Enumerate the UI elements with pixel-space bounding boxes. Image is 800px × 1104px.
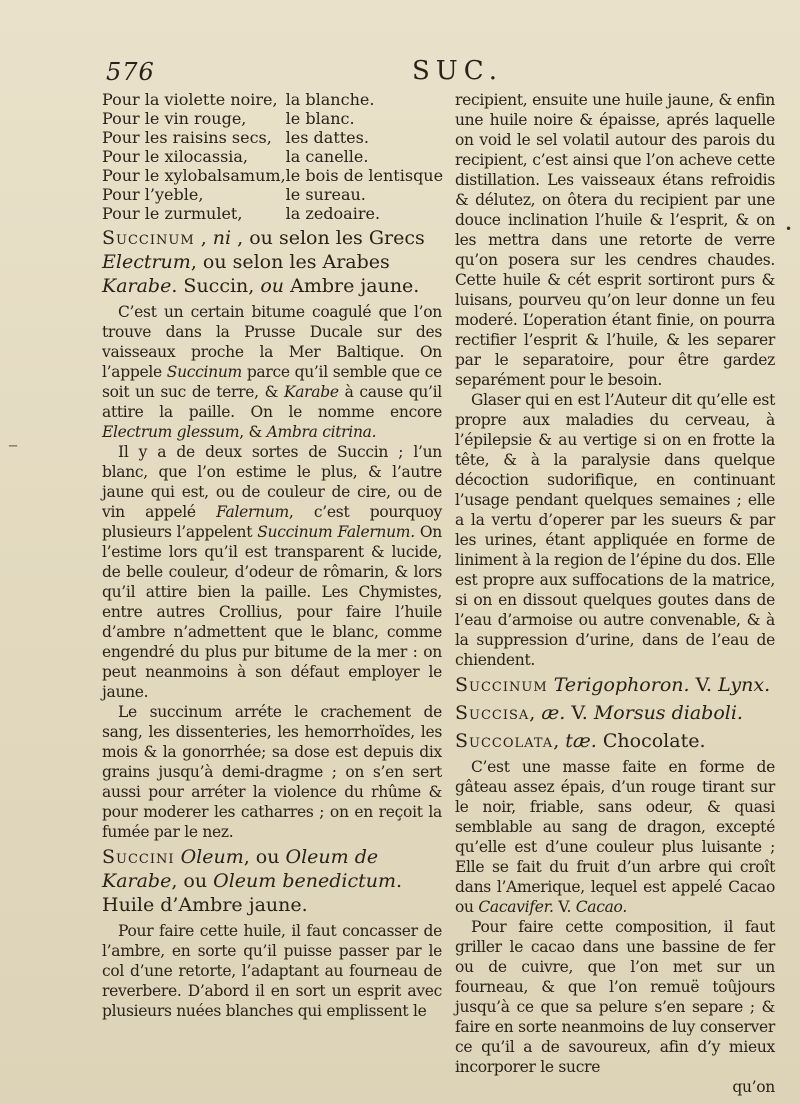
page-number: 576 [106,58,155,86]
list-item: Pour le vin rouge, le blanc. [102,109,355,128]
substitution-list [102,90,443,223]
catchword: qu’on [732,1078,775,1096]
entry-heading-succinum-terigophoron: Succinum Terigophoron. V. Lynx. [455,674,771,696]
entry-heading-succisa: Succisa, æ. V. Morsus diaboli. [455,702,743,724]
entry-heading-succolata: Succolata, tæ. Chocolate. [455,730,706,752]
margin-mark-right: • [785,222,793,236]
entry-heading-succini-oleum: Succini Oleum, ou Oleum de Karabe, ou Oleum benedictum. Huile d’Ambre jaune. [102,846,403,916]
paragraph: Glaser qui en est l’Auteur dit qu’elle est propre aux maladies du cerveau, à l’épilepsie & au vertige si on en frotte la tête, & à la paralysie dans quelque décoction sudorifique, en continuant l’usage pendant quelques semaines ; elle a la vertu d’operer par les sueurs & par les urines, étant appliquée en forme de liniment à la region de l’épine du dos. Elle est propre aux suffocations de la matrice, si on en dissout quelques goutes dans de l’eau d’armoise ou autre convenable, & à la suppression d’urine, dans de l’eau de chiendent. [455,391,775,669]
right-column [455,90,775,1097]
entry-heading-succinum: Succinum , ni , ou selon les Grecs Electrum, ou selon les Arabes Karabe. Succin, ou Ambre jaune. [102,227,425,297]
page-header [0,56,800,90]
list-item: Pour le zurmulet, la zedoaire. [102,204,381,223]
list-item: Pour le xilocassia, la canelle. [102,147,369,166]
list-item: Pour le xylobalsamum, le bois de lentisque [102,166,444,185]
paragraph: Pour faire cette huile, il faut concasser de l’ambre, en sorte qu’il puisse passer par le col d’une retorte, l’adaptant au fourneau de reverbere. D’abord il en sort un esprit avec plusieurs nuées blanches qui emplissent le [102,922,442,1020]
paragraph: Pour faire cette composition, il faut griller le cacao dans une bassine de fer ou de cuivre, que l’on met sur un fourneau, & que l’on remuë toûjours jusqu’à ce que sa pelure s’en separe ; & faire en sorte neanmoins de luy conserver ce qu’il a de savoureux, afin d’y mieux incorporer le sucre [455,918,775,1076]
paragraph: recipient, ensuite une huile jaune, & enfin une huile noire & épaisse, aprés laquelle on void le sel volatil autour des parois du recipient, c’est ainsi que l’on acheve cette distillation. Les vaisseaux étans refroidis & délutez, on ôtera du recipient par une douce inclination l’huile & l’esprit, & on les mettra dans une retorte de verre qu’on posera sur les cendres chaudes. Cette huile & cét esprit sortiront purs & luisans, pourveu qu’on leur donne un feu moderé. L’operation étant finie, on pourra rectifier l’esprit & l’huile, & les separer par le separatoire, pour être gardez separément pour le besoin. [455,91,775,389]
paragraph: Le succinum arréte le crachement de sang, les dissenteries, les hemorrhoïdes, les mois & la gonorrhée; sa dose est depuis dix grains jusqu’à demi-dragme ; on s’en sert aussi pour arréter la violence du rhûme & pour moderer les catharres ; on en reçoit la fumée par le nez. [102,703,442,841]
running-title: SUC. [412,56,503,86]
paragraph: C’est un certain bitume coagulé que l’on trouve dans la Prusse Ducale sur des vaisseaux proche la Mer Baltique. On l’appele Succinum parce qu’il semble que ce soit un suc de terre, & Karabe à cause qu’il attire la paille. On le nomme encore Electrum glessum, & Ambra citrina. [102,303,442,441]
list-item: Pour l’yeble, le sureau. [102,185,366,204]
left-column [102,90,442,1021]
list-item: Pour les raisins secs, les dattes. [102,128,369,147]
list-item: Pour la violette noire, la blanche. [102,90,375,109]
paragraph: C’est une masse faite en forme de gâteau assez épais, d’un rouge tirant sur le noir, friable, sans odeur, & quasi semblable au sang de dragon, excepté qu’elle est d’une couleur plus luisante ; Elle se fait du fruit d’un arbre qui croît dans l’Amerique, lequel est appelé Cacao ou Cacavifer. V. Cacao. [455,758,775,916]
paragraph: Il y a de deux sortes de Succin ; l’un blanc, que l’on estime le plus, & l’autre jaune qui est, ou de couleur de cire, ou de vin appelé Falernum, c’est pourquoy plusieurs l’appelent Succinum Falernum. On l’estime lors qu’il est transparent & lucide, de belle couleur, d’odeur de rômarin, & lors qu’il attire bien la paille. Les Chymistes, entre autres Crollius, pour faire l’huile d’ambre n’admettent que le blanc, comme engendré du plus pur bitume de la mer : on peut neanmoins à son défaut employer le jaune. [102,443,442,701]
margin-mark-left: – [8,432,18,456]
